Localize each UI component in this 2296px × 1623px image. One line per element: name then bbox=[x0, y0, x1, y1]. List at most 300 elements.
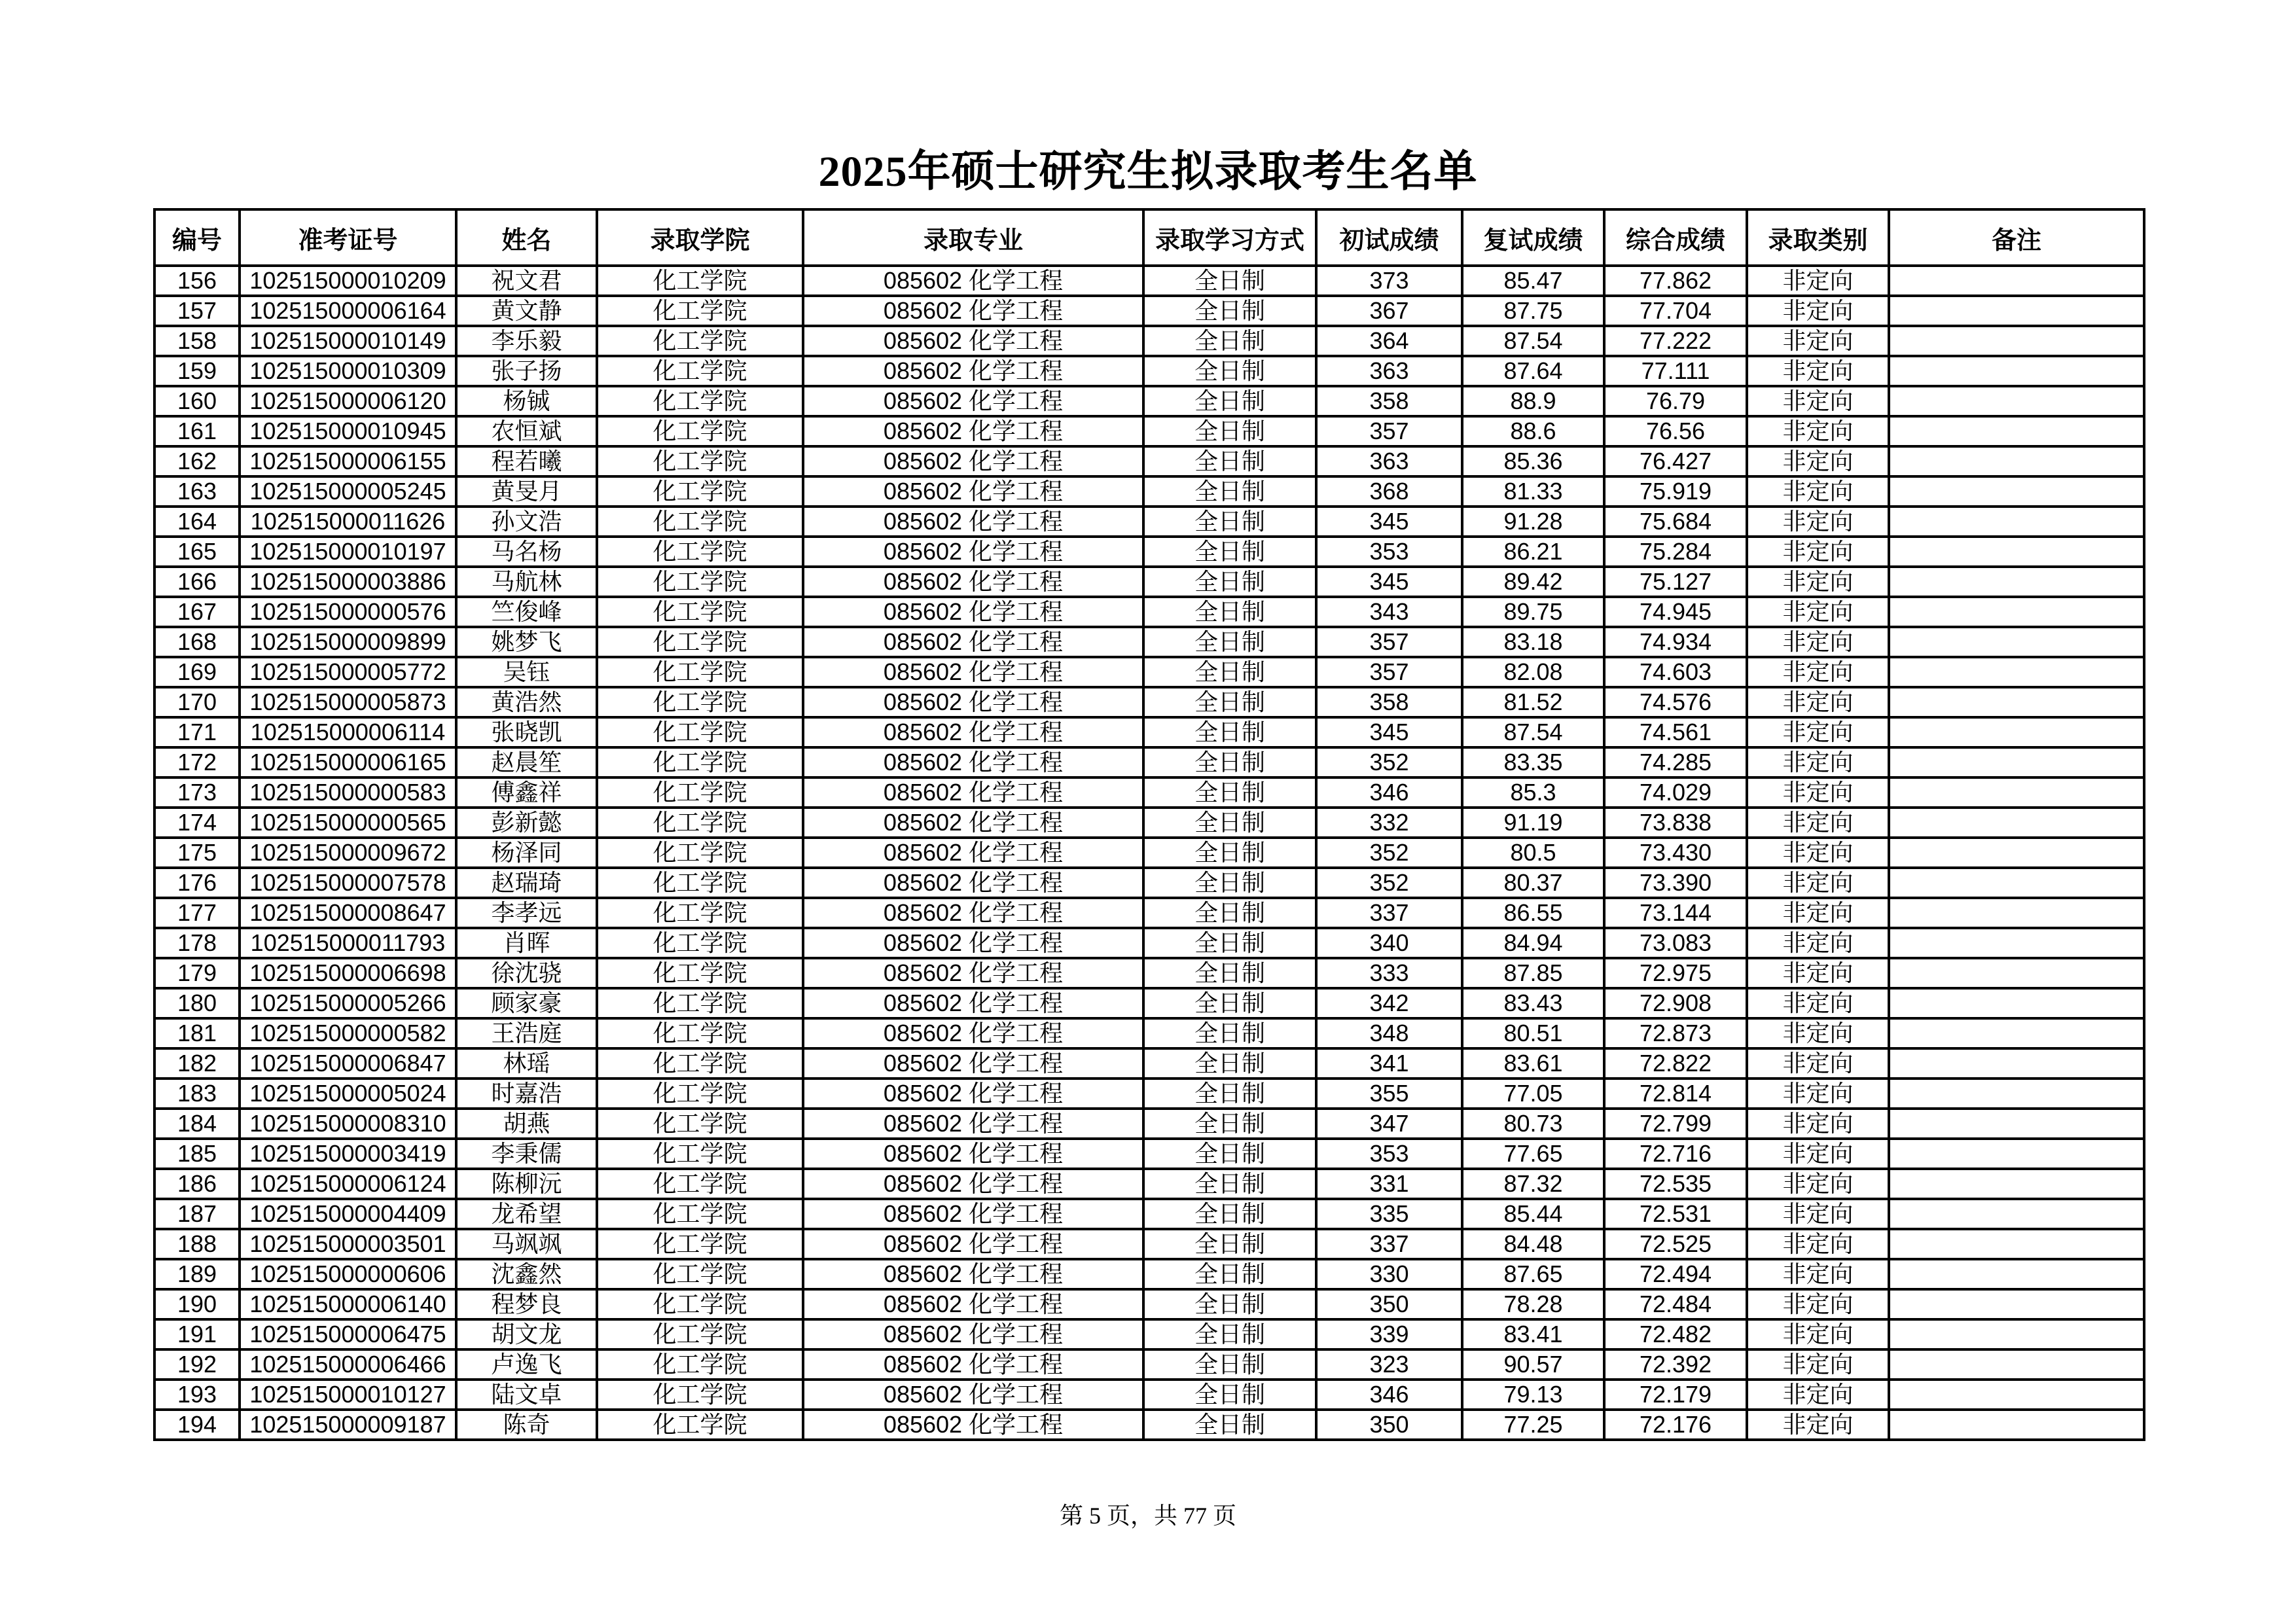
cell-study-mode: 全日制 bbox=[1143, 567, 1316, 597]
cell-initial-score: 367 bbox=[1316, 296, 1462, 326]
cell-initial-score: 323 bbox=[1316, 1349, 1462, 1380]
cell-remark bbox=[1889, 868, 2144, 898]
cell-retest-score: 90.57 bbox=[1462, 1349, 1604, 1380]
cell-overall-score: 72.908 bbox=[1604, 988, 1747, 1018]
header-row bbox=[154, 209, 2144, 266]
table-row bbox=[154, 838, 2144, 868]
table-row bbox=[154, 597, 2144, 627]
cell-initial-score: 348 bbox=[1316, 1018, 1462, 1048]
cell-retest-score: 87.85 bbox=[1462, 958, 1604, 988]
cell-retest-score: 87.54 bbox=[1462, 326, 1604, 356]
cell-initial-score: 357 bbox=[1316, 627, 1462, 657]
cell-overall-score: 76.56 bbox=[1604, 416, 1747, 446]
cell-college: 化工学院 bbox=[597, 1169, 803, 1199]
cell-initial-score: 363 bbox=[1316, 446, 1462, 476]
cell-no: 156 bbox=[154, 266, 240, 296]
cell-initial-score: 347 bbox=[1316, 1109, 1462, 1139]
cell-no: 173 bbox=[154, 777, 240, 808]
cell-ticket-number: 102515000003501 bbox=[240, 1229, 456, 1259]
table-row bbox=[154, 446, 2144, 476]
cell-major: 085602 化学工程 bbox=[803, 747, 1143, 777]
cell-name: 李孝远 bbox=[456, 898, 597, 928]
cell-overall-score: 72.494 bbox=[1604, 1259, 1747, 1289]
cell-study-mode: 全日制 bbox=[1143, 928, 1316, 958]
cell-major: 085602 化学工程 bbox=[803, 597, 1143, 627]
cell-retest-score: 83.61 bbox=[1462, 1048, 1604, 1079]
cell-no: 172 bbox=[154, 747, 240, 777]
table-row bbox=[154, 687, 2144, 717]
cell-remark bbox=[1889, 928, 2144, 958]
column-header-name: 姓名 bbox=[456, 209, 597, 266]
cell-ticket-number: 102515000005024 bbox=[240, 1079, 456, 1109]
cell-study-mode: 全日制 bbox=[1143, 1380, 1316, 1410]
table-row bbox=[154, 928, 2144, 958]
cell-initial-score: 343 bbox=[1316, 597, 1462, 627]
cell-college: 化工学院 bbox=[597, 838, 803, 868]
cell-initial-score: 353 bbox=[1316, 537, 1462, 567]
cell-name: 胡燕 bbox=[456, 1109, 597, 1139]
cell-major: 085602 化学工程 bbox=[803, 266, 1143, 296]
cell-college: 化工学院 bbox=[597, 416, 803, 446]
cell-remark bbox=[1889, 1018, 2144, 1048]
cell-college: 化工学院 bbox=[597, 1289, 803, 1319]
cell-college: 化工学院 bbox=[597, 808, 803, 838]
cell-remark bbox=[1889, 1048, 2144, 1079]
cell-no: 177 bbox=[154, 898, 240, 928]
cell-no: 157 bbox=[154, 296, 240, 326]
cell-major: 085602 化学工程 bbox=[803, 1109, 1143, 1139]
cell-study-mode: 全日制 bbox=[1143, 1048, 1316, 1079]
cell-major: 085602 化学工程 bbox=[803, 476, 1143, 507]
table-row bbox=[154, 386, 2144, 416]
cell-ticket-number: 102515000010945 bbox=[240, 416, 456, 446]
cell-study-mode: 全日制 bbox=[1143, 1259, 1316, 1289]
cell-remark bbox=[1889, 627, 2144, 657]
cell-retest-score: 82.08 bbox=[1462, 657, 1604, 687]
cell-name: 程若曦 bbox=[456, 446, 597, 476]
cell-remark bbox=[1889, 386, 2144, 416]
cell-overall-score: 75.684 bbox=[1604, 507, 1747, 537]
cell-retest-score: 83.35 bbox=[1462, 747, 1604, 777]
cell-category: 非定向 bbox=[1747, 1079, 1889, 1109]
cell-major: 085602 化学工程 bbox=[803, 898, 1143, 928]
cell-overall-score: 72.814 bbox=[1604, 1079, 1747, 1109]
cell-major: 085602 化学工程 bbox=[803, 1199, 1143, 1229]
cell-retest-score: 88.6 bbox=[1462, 416, 1604, 446]
cell-name: 陆文卓 bbox=[456, 1380, 597, 1410]
cell-no: 175 bbox=[154, 838, 240, 868]
cell-remark bbox=[1889, 777, 2144, 808]
cell-name: 张子扬 bbox=[456, 356, 597, 386]
cell-name: 徐沈骁 bbox=[456, 958, 597, 988]
cell-remark bbox=[1889, 988, 2144, 1018]
table-row bbox=[154, 988, 2144, 1018]
cell-remark bbox=[1889, 687, 2144, 717]
cell-college: 化工学院 bbox=[597, 687, 803, 717]
cell-category: 非定向 bbox=[1747, 928, 1889, 958]
cell-study-mode: 全日制 bbox=[1143, 446, 1316, 476]
cell-college: 化工学院 bbox=[597, 597, 803, 627]
cell-category: 非定向 bbox=[1747, 1048, 1889, 1079]
cell-overall-score: 76.79 bbox=[1604, 386, 1747, 416]
cell-category: 非定向 bbox=[1747, 1018, 1889, 1048]
cell-no: 162 bbox=[154, 446, 240, 476]
cell-retest-score: 80.73 bbox=[1462, 1109, 1604, 1139]
cell-ticket-number: 102515000008647 bbox=[240, 898, 456, 928]
cell-study-mode: 全日制 bbox=[1143, 808, 1316, 838]
cell-category: 非定向 bbox=[1747, 296, 1889, 326]
cell-initial-score: 364 bbox=[1316, 326, 1462, 356]
cell-name: 黄浩然 bbox=[456, 687, 597, 717]
cell-overall-score: 72.716 bbox=[1604, 1139, 1747, 1169]
table-row bbox=[154, 507, 2144, 537]
cell-college: 化工学院 bbox=[597, 1319, 803, 1349]
cell-ticket-number: 102515000005873 bbox=[240, 687, 456, 717]
table-row bbox=[154, 1139, 2144, 1169]
cell-no: 174 bbox=[154, 808, 240, 838]
cell-retest-score: 91.28 bbox=[1462, 507, 1604, 537]
cell-retest-score: 80.5 bbox=[1462, 838, 1604, 868]
cell-college: 化工学院 bbox=[597, 567, 803, 597]
cell-study-mode: 全日制 bbox=[1143, 1139, 1316, 1169]
cell-retest-score: 84.94 bbox=[1462, 928, 1604, 958]
cell-initial-score: 346 bbox=[1316, 777, 1462, 808]
cell-category: 非定向 bbox=[1747, 1229, 1889, 1259]
cell-college: 化工学院 bbox=[597, 1109, 803, 1139]
cell-major: 085602 化学工程 bbox=[803, 777, 1143, 808]
cell-remark bbox=[1889, 416, 2144, 446]
table-row bbox=[154, 1380, 2144, 1410]
cell-college: 化工学院 bbox=[597, 1410, 803, 1440]
cell-ticket-number: 102515000000576 bbox=[240, 597, 456, 627]
column-header-retest-score: 复试成绩 bbox=[1462, 209, 1604, 266]
cell-college: 化工学院 bbox=[597, 266, 803, 296]
column-header-no: 编号 bbox=[154, 209, 240, 266]
cell-college: 化工学院 bbox=[597, 386, 803, 416]
cell-name: 黄旻月 bbox=[456, 476, 597, 507]
table-row bbox=[154, 1079, 2144, 1109]
cell-study-mode: 全日制 bbox=[1143, 898, 1316, 928]
cell-overall-score: 77.111 bbox=[1604, 356, 1747, 386]
cell-no: 191 bbox=[154, 1319, 240, 1349]
cell-ticket-number: 102515000009187 bbox=[240, 1410, 456, 1440]
cell-retest-score: 80.37 bbox=[1462, 868, 1604, 898]
cell-overall-score: 76.427 bbox=[1604, 446, 1747, 476]
cell-major: 085602 化学工程 bbox=[803, 1048, 1143, 1079]
cell-no: 184 bbox=[154, 1109, 240, 1139]
table-row bbox=[154, 567, 2144, 597]
cell-retest-score: 88.9 bbox=[1462, 386, 1604, 416]
cell-initial-score: 335 bbox=[1316, 1199, 1462, 1229]
cell-college: 化工学院 bbox=[597, 1048, 803, 1079]
cell-initial-score: 345 bbox=[1316, 717, 1462, 747]
cell-no: 183 bbox=[154, 1079, 240, 1109]
cell-overall-score: 72.975 bbox=[1604, 958, 1747, 988]
cell-study-mode: 全日制 bbox=[1143, 356, 1316, 386]
page-number: 第 5 页，共 77 页 bbox=[1059, 1503, 1236, 1529]
cell-no: 194 bbox=[154, 1410, 240, 1440]
cell-category: 非定向 bbox=[1747, 1410, 1889, 1440]
cell-category: 非定向 bbox=[1747, 1349, 1889, 1380]
cell-study-mode: 全日制 bbox=[1143, 868, 1316, 898]
cell-category: 非定向 bbox=[1747, 747, 1889, 777]
cell-category: 非定向 bbox=[1747, 1199, 1889, 1229]
cell-category: 非定向 bbox=[1747, 868, 1889, 898]
table-row bbox=[154, 747, 2144, 777]
cell-major: 085602 化学工程 bbox=[803, 958, 1143, 988]
cell-overall-score: 74.945 bbox=[1604, 597, 1747, 627]
cell-remark bbox=[1889, 898, 2144, 928]
cell-category: 非定向 bbox=[1747, 958, 1889, 988]
cell-remark bbox=[1889, 717, 2144, 747]
cell-ticket-number: 102515000000582 bbox=[240, 1018, 456, 1048]
table-row bbox=[154, 416, 2144, 446]
cell-no: 161 bbox=[154, 416, 240, 446]
cell-study-mode: 全日制 bbox=[1143, 838, 1316, 868]
cell-retest-score: 77.25 bbox=[1462, 1410, 1604, 1440]
table-row bbox=[154, 1289, 2144, 1319]
cell-college: 化工学院 bbox=[597, 446, 803, 476]
cell-category: 非定向 bbox=[1747, 898, 1889, 928]
cell-retest-score: 86.55 bbox=[1462, 898, 1604, 928]
cell-remark bbox=[1889, 1319, 2144, 1349]
cell-remark bbox=[1889, 567, 2144, 597]
cell-major: 085602 化学工程 bbox=[803, 326, 1143, 356]
cell-overall-score: 72.873 bbox=[1604, 1018, 1747, 1048]
cell-ticket-number: 102515000010209 bbox=[240, 266, 456, 296]
cell-ticket-number: 102515000006847 bbox=[240, 1048, 456, 1079]
table-row bbox=[154, 476, 2144, 507]
table-row bbox=[154, 717, 2144, 747]
cell-remark bbox=[1889, 446, 2144, 476]
cell-no: 179 bbox=[154, 958, 240, 988]
cell-ticket-number: 102515000006466 bbox=[240, 1349, 456, 1380]
cell-ticket-number: 102515000005245 bbox=[240, 476, 456, 507]
cell-initial-score: 340 bbox=[1316, 928, 1462, 958]
cell-overall-score: 72.179 bbox=[1604, 1380, 1747, 1410]
cell-category: 非定向 bbox=[1747, 597, 1889, 627]
cell-category: 非定向 bbox=[1747, 808, 1889, 838]
cell-no: 171 bbox=[154, 717, 240, 747]
table-row bbox=[154, 1199, 2144, 1229]
cell-no: 166 bbox=[154, 567, 240, 597]
cell-name: 陈奇 bbox=[456, 1410, 597, 1440]
cell-major: 085602 化学工程 bbox=[803, 627, 1143, 657]
cell-no: 159 bbox=[154, 356, 240, 386]
cell-name: 陈柳沅 bbox=[456, 1169, 597, 1199]
cell-ticket-number: 102515000000565 bbox=[240, 808, 456, 838]
cell-retest-score: 87.64 bbox=[1462, 356, 1604, 386]
cell-ticket-number: 102515000007578 bbox=[240, 868, 456, 898]
cell-category: 非定向 bbox=[1747, 326, 1889, 356]
column-header-initial-score: 初试成绩 bbox=[1316, 209, 1462, 266]
table-row bbox=[154, 537, 2144, 567]
cell-study-mode: 全日制 bbox=[1143, 687, 1316, 717]
cell-no: 168 bbox=[154, 627, 240, 657]
cell-study-mode: 全日制 bbox=[1143, 326, 1316, 356]
cell-no: 163 bbox=[154, 476, 240, 507]
cell-no: 170 bbox=[154, 687, 240, 717]
table-row bbox=[154, 657, 2144, 687]
cell-no: 193 bbox=[154, 1380, 240, 1410]
cell-no: 169 bbox=[154, 657, 240, 687]
cell-remark bbox=[1889, 1289, 2144, 1319]
cell-overall-score: 75.284 bbox=[1604, 537, 1747, 567]
cell-retest-score: 87.75 bbox=[1462, 296, 1604, 326]
cell-initial-score: 337 bbox=[1316, 1229, 1462, 1259]
cell-ticket-number: 102515000010309 bbox=[240, 356, 456, 386]
cell-study-mode: 全日制 bbox=[1143, 627, 1316, 657]
cell-study-mode: 全日制 bbox=[1143, 747, 1316, 777]
table-row bbox=[154, 266, 2144, 296]
cell-ticket-number: 102515000006155 bbox=[240, 446, 456, 476]
cell-study-mode: 全日制 bbox=[1143, 296, 1316, 326]
cell-initial-score: 350 bbox=[1316, 1410, 1462, 1440]
cell-category: 非定向 bbox=[1747, 777, 1889, 808]
cell-ticket-number: 102515000009672 bbox=[240, 838, 456, 868]
column-header-remark: 备注 bbox=[1889, 209, 2144, 266]
cell-no: 185 bbox=[154, 1139, 240, 1169]
cell-remark bbox=[1889, 838, 2144, 868]
cell-college: 化工学院 bbox=[597, 1139, 803, 1169]
table-row bbox=[154, 868, 2144, 898]
cell-college: 化工学院 bbox=[597, 627, 803, 657]
cell-overall-score: 74.029 bbox=[1604, 777, 1747, 808]
cell-overall-score: 72.392 bbox=[1604, 1349, 1747, 1380]
cell-major: 085602 化学工程 bbox=[803, 1018, 1143, 1048]
cell-study-mode: 全日制 bbox=[1143, 1229, 1316, 1259]
cell-initial-score: 339 bbox=[1316, 1319, 1462, 1349]
cell-study-mode: 全日制 bbox=[1143, 1169, 1316, 1199]
cell-retest-score: 87.32 bbox=[1462, 1169, 1604, 1199]
table-row bbox=[154, 296, 2144, 326]
cell-overall-score: 72.525 bbox=[1604, 1229, 1747, 1259]
cell-name: 沈鑫然 bbox=[456, 1259, 597, 1289]
cell-initial-score: 332 bbox=[1316, 808, 1462, 838]
table-row bbox=[154, 777, 2144, 808]
cell-major: 085602 化学工程 bbox=[803, 416, 1143, 446]
cell-college: 化工学院 bbox=[597, 1349, 803, 1380]
cell-overall-score: 77.222 bbox=[1604, 326, 1747, 356]
cell-name: 程梦良 bbox=[456, 1289, 597, 1319]
cell-retest-score: 85.44 bbox=[1462, 1199, 1604, 1229]
cell-category: 非定向 bbox=[1747, 1109, 1889, 1139]
cell-college: 化工学院 bbox=[597, 476, 803, 507]
cell-initial-score: 331 bbox=[1316, 1169, 1462, 1199]
cell-major: 085602 化学工程 bbox=[803, 868, 1143, 898]
admission-table bbox=[153, 208, 2145, 1441]
cell-initial-score: 353 bbox=[1316, 1139, 1462, 1169]
cell-retest-score: 89.42 bbox=[1462, 567, 1604, 597]
cell-college: 化工学院 bbox=[597, 356, 803, 386]
cell-college: 化工学院 bbox=[597, 1229, 803, 1259]
cell-no: 181 bbox=[154, 1018, 240, 1048]
table-row bbox=[154, 1018, 2144, 1048]
column-header-major: 录取专业 bbox=[803, 209, 1143, 266]
cell-remark bbox=[1889, 537, 2144, 567]
cell-study-mode: 全日制 bbox=[1143, 988, 1316, 1018]
column-header-college: 录取学院 bbox=[597, 209, 803, 266]
cell-initial-score: 341 bbox=[1316, 1048, 1462, 1079]
cell-ticket-number: 102515000000583 bbox=[240, 777, 456, 808]
cell-initial-score: 350 bbox=[1316, 1289, 1462, 1319]
cell-remark bbox=[1889, 958, 2144, 988]
cell-major: 085602 化学工程 bbox=[803, 1139, 1143, 1169]
cell-overall-score: 72.482 bbox=[1604, 1319, 1747, 1349]
cell-study-mode: 全日制 bbox=[1143, 1319, 1316, 1349]
cell-remark bbox=[1889, 1169, 2144, 1199]
cell-overall-score: 72.531 bbox=[1604, 1199, 1747, 1229]
table-row bbox=[154, 627, 2144, 657]
cell-study-mode: 全日制 bbox=[1143, 416, 1316, 446]
cell-retest-score: 84.48 bbox=[1462, 1229, 1604, 1259]
cell-category: 非定向 bbox=[1747, 507, 1889, 537]
cell-study-mode: 全日制 bbox=[1143, 386, 1316, 416]
cell-name: 时嘉浩 bbox=[456, 1079, 597, 1109]
cell-major: 085602 化学工程 bbox=[803, 386, 1143, 416]
cell-initial-score: 345 bbox=[1316, 507, 1462, 537]
cell-major: 085602 化学工程 bbox=[803, 808, 1143, 838]
cell-initial-score: 363 bbox=[1316, 356, 1462, 386]
cell-major: 085602 化学工程 bbox=[803, 717, 1143, 747]
cell-category: 非定向 bbox=[1747, 476, 1889, 507]
cell-name: 吴钰 bbox=[456, 657, 597, 687]
cell-remark bbox=[1889, 1109, 2144, 1139]
cell-major: 085602 化学工程 bbox=[803, 687, 1143, 717]
cell-name: 杨铖 bbox=[456, 386, 597, 416]
cell-college: 化工学院 bbox=[597, 717, 803, 747]
cell-name: 马飒飒 bbox=[456, 1229, 597, 1259]
column-header-overall-score: 综合成绩 bbox=[1604, 209, 1747, 266]
cell-name: 林瑶 bbox=[456, 1048, 597, 1079]
cell-major: 085602 化学工程 bbox=[803, 657, 1143, 687]
cell-ticket-number: 102515000006120 bbox=[240, 386, 456, 416]
cell-study-mode: 全日制 bbox=[1143, 476, 1316, 507]
cell-name: 赵瑞琦 bbox=[456, 868, 597, 898]
cell-retest-score: 87.65 bbox=[1462, 1259, 1604, 1289]
cell-initial-score: 337 bbox=[1316, 898, 1462, 928]
cell-ticket-number: 102515000003419 bbox=[240, 1139, 456, 1169]
cell-overall-score: 74.603 bbox=[1604, 657, 1747, 687]
cell-study-mode: 全日制 bbox=[1143, 777, 1316, 808]
cell-category: 非定向 bbox=[1747, 1380, 1889, 1410]
cell-major: 085602 化学工程 bbox=[803, 446, 1143, 476]
cell-no: 180 bbox=[154, 988, 240, 1018]
cell-retest-score: 83.41 bbox=[1462, 1319, 1604, 1349]
cell-retest-score: 77.05 bbox=[1462, 1079, 1604, 1109]
cell-ticket-number: 102515000006124 bbox=[240, 1169, 456, 1199]
cell-category: 非定向 bbox=[1747, 567, 1889, 597]
cell-ticket-number: 102515000006114 bbox=[240, 717, 456, 747]
cell-remark bbox=[1889, 597, 2144, 627]
cell-major: 085602 化学工程 bbox=[803, 567, 1143, 597]
cell-no: 188 bbox=[154, 1229, 240, 1259]
cell-overall-score: 74.285 bbox=[1604, 747, 1747, 777]
table-body bbox=[154, 266, 2144, 1440]
cell-name: 卢逸飞 bbox=[456, 1349, 597, 1380]
cell-study-mode: 全日制 bbox=[1143, 1018, 1316, 1048]
cell-ticket-number: 102515000008310 bbox=[240, 1109, 456, 1139]
cell-remark bbox=[1889, 1410, 2144, 1440]
cell-ticket-number: 102515000010149 bbox=[240, 326, 456, 356]
cell-major: 085602 化学工程 bbox=[803, 296, 1143, 326]
cell-remark bbox=[1889, 1349, 2144, 1380]
cell-college: 化工学院 bbox=[597, 1380, 803, 1410]
cell-initial-score: 357 bbox=[1316, 657, 1462, 687]
cell-name: 李秉儒 bbox=[456, 1139, 597, 1169]
table-row bbox=[154, 1319, 2144, 1349]
cell-remark bbox=[1889, 356, 2144, 386]
